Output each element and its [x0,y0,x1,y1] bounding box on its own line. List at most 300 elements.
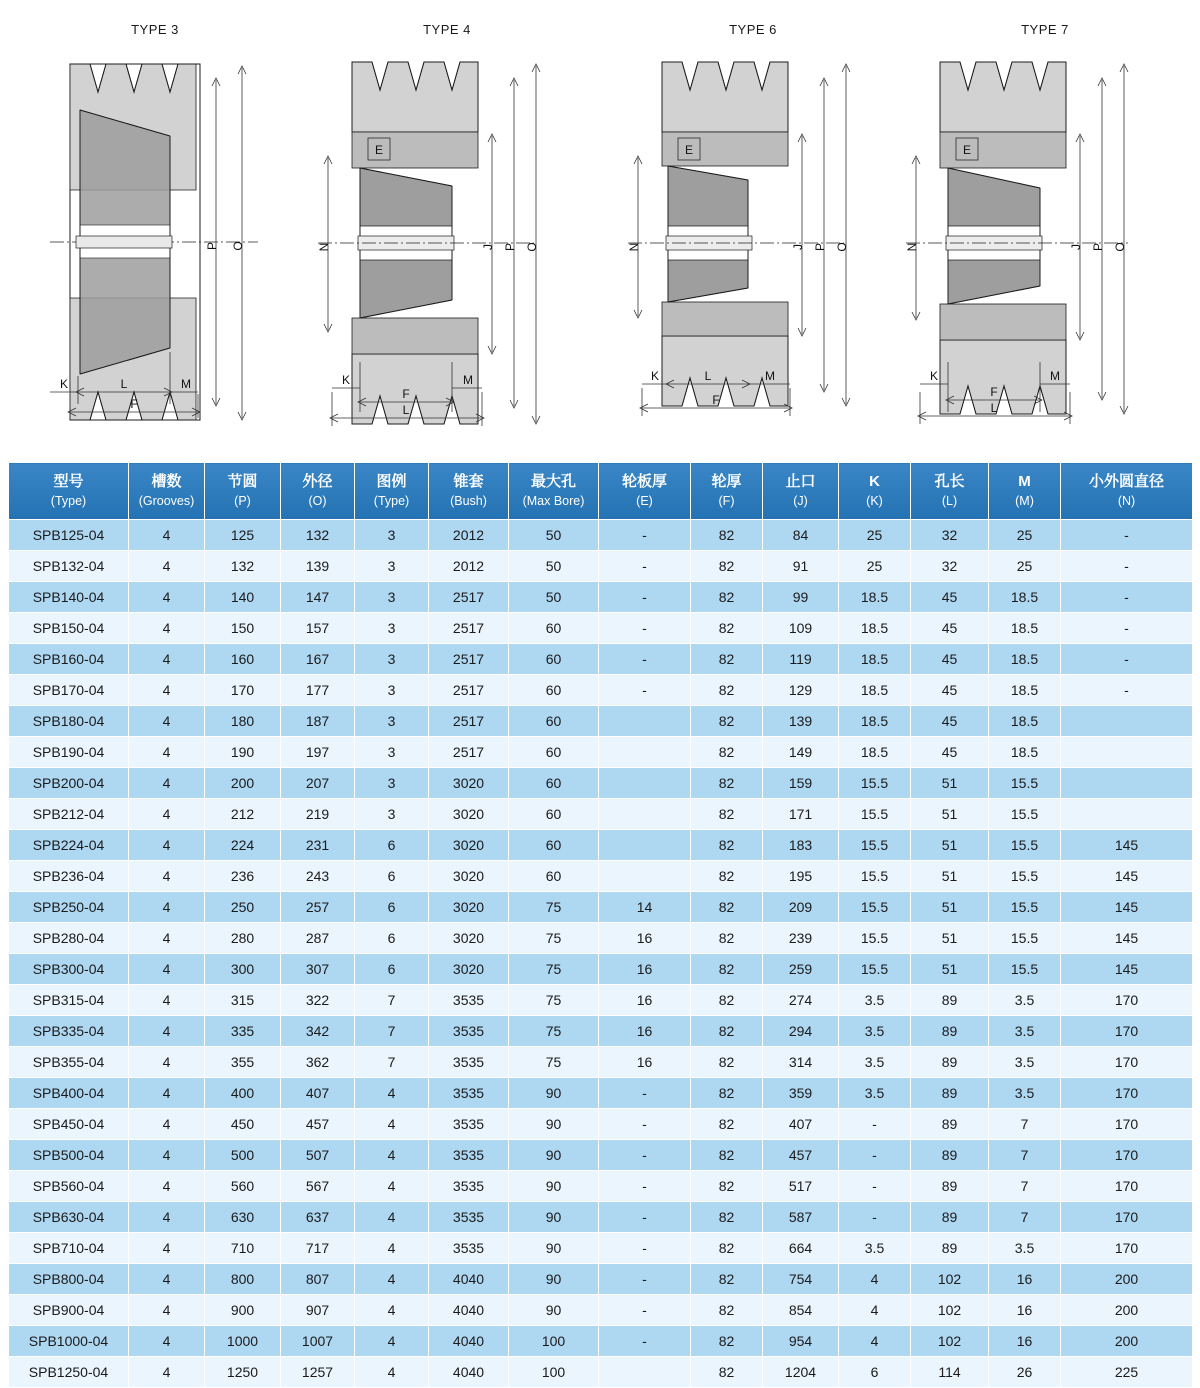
cell-9: 91 [763,551,839,582]
cell-2: 900 [205,1295,281,1326]
cell-type: SPB200-04 [9,768,129,799]
cell-8: 82 [691,985,763,1016]
cell-12: 3.5 [989,1047,1061,1078]
cell-10: 18.5 [839,582,911,613]
cell-type: SPB170-04 [9,675,129,706]
cell-1: 4 [129,706,205,737]
cell-3: 257 [281,892,355,923]
column-header-main: 节圆 [227,473,258,491]
label-L: L [402,403,410,417]
cell-4: 4 [355,1264,429,1295]
cell-10: 3.5 [839,1016,911,1047]
cell-11: 114 [911,1357,989,1388]
table-row [9,520,1193,551]
cell-1: 4 [129,892,205,923]
cell-5: 2012 [429,520,509,551]
cell-type: SPB500-04 [9,1140,129,1171]
spec-table [8,462,1193,1388]
cell-1: 4 [129,675,205,706]
diagram-type-4-drawing [302,40,592,440]
table-row [9,582,1193,613]
cell-2: 450 [205,1109,281,1140]
cell-7 [599,799,691,830]
cell-10: 3.5 [839,985,911,1016]
table-row [9,985,1193,1016]
cell-2: 250 [205,892,281,923]
cell-9: 129 [763,675,839,706]
cell-9: 259 [763,954,839,985]
table-row [9,1140,1193,1171]
column-header-4 [355,463,429,520]
cell-7: 16 [599,1047,691,1078]
column-header-sub: (Grooves) [138,493,195,508]
label-M: M [463,373,473,387]
table-row [9,861,1193,892]
cell-3: 139 [281,551,355,582]
label-P: P [1091,242,1105,252]
cell-7: 14 [599,892,691,923]
cell-type: SPB236-04 [9,861,129,892]
cell-10: 25 [839,551,911,582]
cell-13 [1061,706,1193,737]
label-F: F [130,397,138,411]
cell-2: 170 [205,675,281,706]
cell-type: SPB132-04 [9,551,129,582]
diagram-type-4 [302,0,592,440]
cell-8: 82 [691,799,763,830]
cell-3: 231 [281,830,355,861]
cell-11: 45 [911,675,989,706]
cell-1: 4 [129,985,205,1016]
label-J: J [791,244,805,250]
cell-9: 274 [763,985,839,1016]
cell-3: 187 [281,706,355,737]
column-header-main: 最大孔 [530,473,576,491]
cell-3: 177 [281,675,355,706]
cell-13: 145 [1061,861,1193,892]
cell-8: 82 [691,1016,763,1047]
cell-7: - [599,582,691,613]
diagram-title: TYPE 4 [423,22,471,37]
cell-5: 3020 [429,923,509,954]
cell-11: 51 [911,768,989,799]
cell-10: 3.5 [839,1047,911,1078]
cell-10: - [839,1202,911,1233]
cell-1: 4 [129,551,205,582]
cell-2: 150 [205,613,281,644]
cell-13: 200 [1061,1326,1193,1357]
cell-13: - [1061,613,1193,644]
cell-7: - [599,1109,691,1140]
cell-7: - [599,1233,691,1264]
cell-11: 51 [911,892,989,923]
cell-8: 82 [691,613,763,644]
cell-13: - [1061,520,1193,551]
cell-4: 4 [355,1295,429,1326]
cell-type: SPB224-04 [9,830,129,861]
label-P: P [205,241,219,251]
cell-10: 3.5 [839,1078,911,1109]
cell-9: 149 [763,737,839,768]
cell-7: - [599,1326,691,1357]
column-header-sub: (Max Bore) [522,493,585,508]
cell-7: - [599,1295,691,1326]
cell-1: 4 [129,1295,205,1326]
cell-6: 50 [509,520,599,551]
cell-2: 190 [205,737,281,768]
column-header-main: 图例 [376,473,407,491]
cell-8: 82 [691,892,763,923]
cell-10: 6 [839,1357,911,1388]
cell-11: 89 [911,1109,989,1140]
cell-10: 18.5 [839,706,911,737]
cell-3: 1257 [281,1357,355,1388]
cell-11: 51 [911,799,989,830]
cell-6: 60 [509,737,599,768]
cell-2: 355 [205,1047,281,1078]
cell-9: 119 [763,644,839,675]
label-J: J [481,244,495,250]
cell-13: - [1061,582,1193,613]
cell-11: 89 [911,1078,989,1109]
cell-12: 15.5 [989,768,1061,799]
cell-13 [1061,768,1193,799]
cell-5: 3535 [429,1233,509,1264]
cell-13: 170 [1061,1202,1193,1233]
cell-10: 25 [839,520,911,551]
cell-13: 145 [1061,892,1193,923]
diagram-title: TYPE 3 [131,22,179,37]
column-header-sub: (P) [234,493,251,508]
cell-3: 342 [281,1016,355,1047]
cell-10: 18.5 [839,675,911,706]
cell-12: 15.5 [989,954,1061,985]
cell-4: 4 [355,1078,429,1109]
cell-7: 16 [599,1016,691,1047]
table-row [9,768,1193,799]
cell-5: 3020 [429,892,509,923]
cell-4: 4 [355,1109,429,1140]
cell-12: 3.5 [989,1078,1061,1109]
cell-4: 3 [355,675,429,706]
cell-4: 3 [355,520,429,551]
cell-type: SPB400-04 [9,1078,129,1109]
diagram-type-3-drawing [10,40,300,440]
column-header-13 [1061,463,1193,520]
diagram-row [0,0,1200,448]
cell-6: 75 [509,954,599,985]
label-O: O [525,242,539,252]
table-row [9,1171,1193,1202]
cell-7 [599,830,691,861]
cell-10: 15.5 [839,799,911,830]
cell-2: 125 [205,520,281,551]
cell-8: 82 [691,923,763,954]
cell-8: 82 [691,644,763,675]
cell-4: 6 [355,861,429,892]
cell-8: 82 [691,1109,763,1140]
cell-4: 3 [355,613,429,644]
cell-11: 32 [911,520,989,551]
column-header-sub: (Bush) [450,493,487,508]
cell-12: 15.5 [989,861,1061,892]
cell-2: 132 [205,551,281,582]
cell-type: SPB125-04 [9,520,129,551]
column-header-sub: (O) [308,493,327,508]
label-K: K [341,373,351,387]
label-O: O [231,241,245,251]
cell-10: 15.5 [839,861,911,892]
cell-7: - [599,1078,691,1109]
cell-type: SPB150-04 [9,613,129,644]
cell-9: 159 [763,768,839,799]
cell-10: 15.5 [839,768,911,799]
table-row [9,799,1193,830]
cell-12: 16 [989,1264,1061,1295]
cell-12: 3.5 [989,1233,1061,1264]
cell-3: 507 [281,1140,355,1171]
table-row [9,1109,1193,1140]
cell-3: 407 [281,1078,355,1109]
cell-6: 60 [509,706,599,737]
cell-10: 15.5 [839,923,911,954]
label-F: F [712,393,720,407]
spec-table-wrap [8,462,1192,1388]
cell-3: 637 [281,1202,355,1233]
cell-5: 2517 [429,613,509,644]
cell-13: 225 [1061,1357,1193,1388]
cell-6: 90 [509,1140,599,1171]
label-O: O [835,242,849,252]
cell-type: SPB900-04 [9,1295,129,1326]
cell-1: 4 [129,768,205,799]
cell-3: 717 [281,1233,355,1264]
cell-13: 170 [1061,1140,1193,1171]
cell-6: 100 [509,1357,599,1388]
cell-12: 18.5 [989,582,1061,613]
cell-12: 15.5 [989,923,1061,954]
cell-3: 147 [281,582,355,613]
cell-9: 664 [763,1233,839,1264]
label-N: N [627,242,641,252]
cell-4: 7 [355,985,429,1016]
cell-6: 90 [509,1295,599,1326]
cell-6: 60 [509,830,599,861]
cell-5: 3020 [429,799,509,830]
cell-1: 4 [129,861,205,892]
cell-type: SPB1000-04 [9,1326,129,1357]
cell-8: 82 [691,1140,763,1171]
cell-11: 89 [911,1047,989,1078]
cell-4: 7 [355,1047,429,1078]
column-header-main: 小外圆直径 [1088,473,1164,491]
label-M: M [1050,369,1060,383]
cell-13: 145 [1061,830,1193,861]
cell-8: 82 [691,1171,763,1202]
cell-2: 180 [205,706,281,737]
cell-9: 99 [763,582,839,613]
column-header-7 [599,463,691,520]
label-M: M [765,369,775,383]
cell-11: 45 [911,706,989,737]
cell-1: 4 [129,799,205,830]
cell-9: 359 [763,1078,839,1109]
cell-2: 500 [205,1140,281,1171]
cell-5: 2517 [429,675,509,706]
cell-5: 3535 [429,1140,509,1171]
cell-6: 60 [509,861,599,892]
cell-1: 4 [129,954,205,985]
cell-9: 754 [763,1264,839,1295]
cell-4: 4 [355,1233,429,1264]
cell-7 [599,737,691,768]
cell-3: 243 [281,861,355,892]
label-K: K [59,377,69,391]
cell-3: 457 [281,1109,355,1140]
cell-8: 82 [691,675,763,706]
column-header-12 [989,463,1061,520]
cell-12: 3.5 [989,1016,1061,1047]
cell-6: 90 [509,1233,599,1264]
column-header-main: 槽数 [151,473,182,491]
cell-type: SPB710-04 [9,1233,129,1264]
cell-6: 75 [509,923,599,954]
cell-8: 82 [691,737,763,768]
cell-type: SPB355-04 [9,1047,129,1078]
cell-1: 4 [129,923,205,954]
label-E: E [374,143,384,157]
cell-11: 45 [911,644,989,675]
cell-6: 100 [509,1326,599,1357]
cell-4: 6 [355,923,429,954]
cell-11: 51 [911,830,989,861]
cell-3: 219 [281,799,355,830]
label-F: F [990,385,998,399]
cell-3: 567 [281,1171,355,1202]
cell-2: 200 [205,768,281,799]
cell-5: 3020 [429,768,509,799]
cell-5: 3535 [429,1078,509,1109]
cell-1: 4 [129,1078,205,1109]
cell-3: 207 [281,768,355,799]
cell-6: 75 [509,1016,599,1047]
cell-1: 4 [129,1326,205,1357]
cell-2: 1250 [205,1357,281,1388]
cell-5: 3020 [429,954,509,985]
cell-8: 82 [691,1202,763,1233]
cell-type: SPB280-04 [9,923,129,954]
cell-7 [599,861,691,892]
cell-7 [599,706,691,737]
cell-12: 15.5 [989,799,1061,830]
column-header-main: 外径 [302,473,333,491]
cell-13: - [1061,675,1193,706]
cell-12: 25 [989,520,1061,551]
cell-8: 82 [691,1078,763,1109]
cell-8: 82 [691,1295,763,1326]
cell-7: - [599,1202,691,1233]
table-row [9,737,1193,768]
cell-6: 50 [509,551,599,582]
cell-7: - [599,551,691,582]
cell-4: 4 [355,1357,429,1388]
cell-5: 3535 [429,1202,509,1233]
table-row [9,551,1193,582]
column-header-sub: (Type) [373,493,410,508]
cell-6: 60 [509,613,599,644]
label-E: E [684,143,694,157]
cell-4: 3 [355,799,429,830]
cell-11: 45 [911,613,989,644]
cell-2: 1000 [205,1326,281,1357]
cell-7: - [599,1140,691,1171]
diagram-type-6 [608,0,898,440]
cell-11: 32 [911,551,989,582]
cell-6: 90 [509,1264,599,1295]
label-J: J [1069,244,1083,250]
cell-13: 145 [1061,954,1193,985]
cell-13: 170 [1061,985,1193,1016]
cell-8: 82 [691,1326,763,1357]
cell-1: 4 [129,1202,205,1233]
cell-7: 16 [599,954,691,985]
column-header-main: 轮厚 [711,473,742,491]
cell-10: 4 [839,1295,911,1326]
table-row [9,830,1193,861]
cell-1: 4 [129,1357,205,1388]
cell-12: 18.5 [989,613,1061,644]
cell-4: 4 [355,1140,429,1171]
cell-type: SPB315-04 [9,985,129,1016]
cell-1: 4 [129,1233,205,1264]
table-row [9,1047,1193,1078]
cell-5: 3535 [429,1047,509,1078]
column-header-sub: (Type) [50,493,87,508]
cell-9: 854 [763,1295,839,1326]
cell-type: SPB190-04 [9,737,129,768]
cell-8: 82 [691,582,763,613]
cell-2: 335 [205,1016,281,1047]
cell-12: 3.5 [989,985,1061,1016]
cell-12: 7 [989,1109,1061,1140]
cell-5: 3535 [429,1016,509,1047]
cell-9: 109 [763,613,839,644]
cell-2: 280 [205,923,281,954]
label-P: P [813,242,827,252]
cell-2: 800 [205,1264,281,1295]
cell-7 [599,1357,691,1388]
cell-8: 82 [691,520,763,551]
table-row [9,613,1193,644]
cell-10: 4 [839,1264,911,1295]
cell-11: 51 [911,954,989,985]
cell-6: 75 [509,985,599,1016]
cell-12: 18.5 [989,644,1061,675]
table-row [9,1326,1193,1357]
cell-12: 26 [989,1357,1061,1388]
column-header-main: 止口 [785,473,816,491]
cell-7: 16 [599,985,691,1016]
cell-3: 907 [281,1295,355,1326]
cell-5: 4040 [429,1295,509,1326]
cell-12: 18.5 [989,737,1061,768]
cell-type: SPB180-04 [9,706,129,737]
cell-type: SPB300-04 [9,954,129,985]
cell-5: 4040 [429,1264,509,1295]
cell-3: 807 [281,1264,355,1295]
cell-5: 2517 [429,737,509,768]
cell-3: 197 [281,737,355,768]
